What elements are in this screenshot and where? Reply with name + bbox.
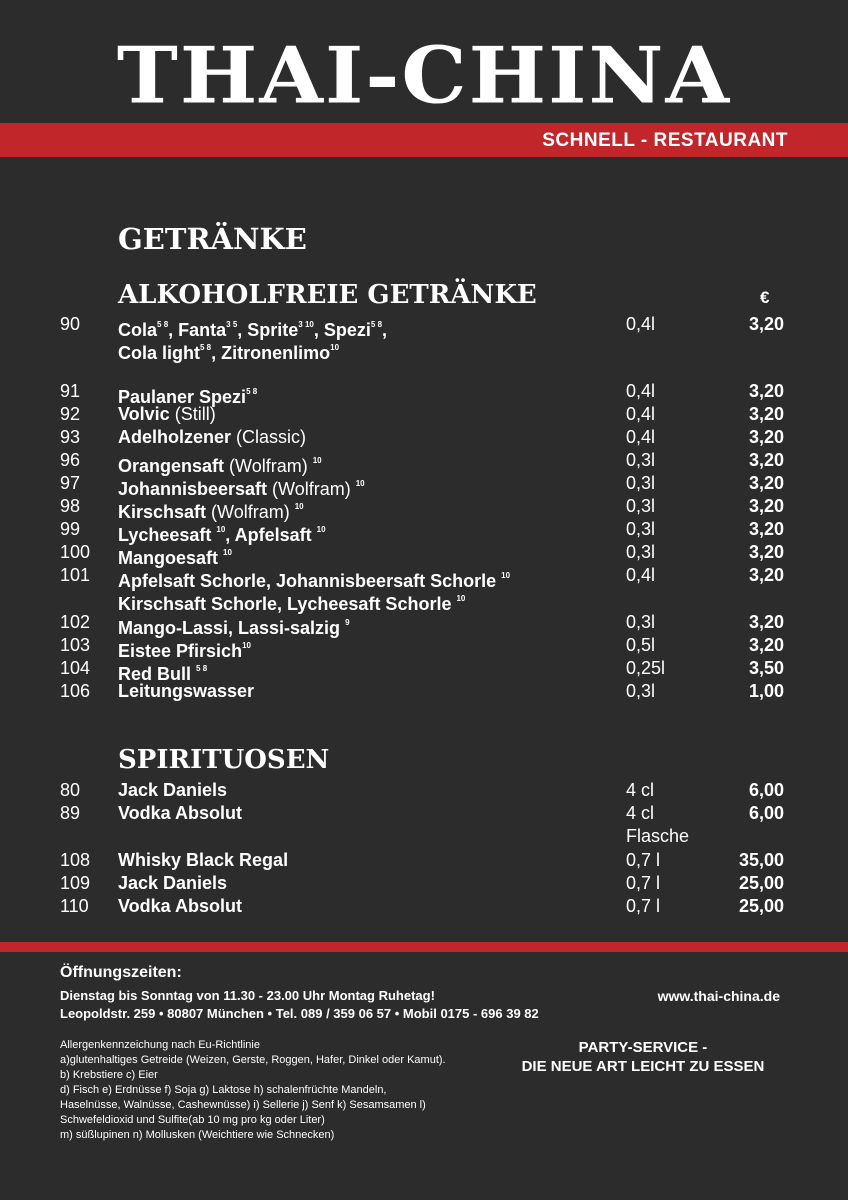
item-number: 103 bbox=[60, 635, 91, 655]
item-volume: 0,3l bbox=[626, 519, 656, 539]
party-service-slogan: DIE NEUE ART LEICHT ZU ESSEN bbox=[521, 1058, 765, 1075]
item-number: 92 bbox=[60, 404, 81, 424]
item-name: Kirschsaft Schorle, Lycheesaft Schorle $^{10}$ bbox=[118, 594, 466, 614]
item-number: 80 bbox=[60, 780, 81, 800]
allergen-line: d) Fisch e) Erdnüsse f) Soja g) Laktose h) schalenfrüchte Mandeln, Haselnüsse, Walnüsse, Cashewnüsse) i) Sellerie j) Senf k) Sesamsamen l) Schwefeldioxid und Sulfite(ab 10 mg pro kg oder Liter) bbox=[60, 1084, 426, 1126]
item-name: Johannisbeersaft (Wolfram) $^{10}$ bbox=[118, 479, 365, 499]
item-name: Jack Daniels bbox=[118, 780, 228, 800]
item-volume: 0,3l bbox=[626, 681, 656, 701]
restaurant-subtitle: SCHNELL - RESTAURANT bbox=[542, 130, 788, 151]
allergen-line: m) süßlupinen n) Mollusken (Weichtiere wie Schnecken) bbox=[60, 1129, 335, 1141]
party-service-line: PARTY-SERVICE - bbox=[578, 1039, 708, 1056]
item-number: 99 bbox=[60, 519, 81, 539]
item-price: 3,20 bbox=[748, 450, 784, 470]
section-title-alkoholfrei: ALKOHOLFREIE GETRÄNKE bbox=[118, 280, 537, 310]
allergen-info bbox=[60, 1038, 450, 1143]
item-name: Lycheesaft $^{10}$, Apfelsaft $^{10}$ bbox=[118, 525, 326, 545]
item-name: Jack Daniels bbox=[118, 873, 228, 893]
item-price: 1,00 bbox=[748, 681, 784, 701]
item-number: 104 bbox=[60, 658, 91, 678]
item-name: Whisky Black Regal bbox=[118, 850, 289, 870]
allergen-line: a)glutenhaltiges Getreide (Weizen, Gerste, Roggen, Hafer, Dinkel oder Kamut). b) Krebstiere c) Eier bbox=[60, 1054, 446, 1081]
menu-item-continuation bbox=[0, 336, 848, 363]
menu-item-continuation bbox=[0, 587, 848, 614]
menu-item bbox=[0, 495, 848, 522]
restaurant-logo: THAI-CHINA bbox=[116, 30, 732, 122]
item-volume: 0,4l bbox=[626, 427, 656, 447]
currency-label: € bbox=[760, 288, 770, 307]
bottle-label-row bbox=[0, 825, 848, 848]
item-price: 25,00 bbox=[738, 896, 784, 916]
website-link[interactable]: www.thai-china.de bbox=[657, 988, 780, 1004]
item-name: Leitungswasser bbox=[118, 681, 255, 701]
menu-item bbox=[0, 895, 848, 918]
item-price: 3,20 bbox=[748, 473, 784, 493]
menu-item bbox=[0, 849, 848, 872]
item-number: 109 bbox=[60, 873, 91, 893]
item-name: Mango-Lassi, Lassi-salzig $^9$ bbox=[118, 618, 350, 638]
item-price: 3,20 bbox=[748, 542, 784, 562]
item-price: 6,00 bbox=[748, 803, 784, 823]
item-number: 91 bbox=[60, 381, 81, 401]
item-volume: 4 cl bbox=[626, 780, 655, 800]
item-price: 3,50 bbox=[748, 658, 784, 678]
opening-hours: Dienstag bis Sonntag von 11.30 - 23.00 Uhr Montag Ruhetag! bbox=[60, 988, 435, 1003]
bottle-label: Flasche bbox=[626, 826, 690, 846]
item-price: 3,20 bbox=[748, 404, 784, 424]
item-price: 3,20 bbox=[748, 635, 784, 655]
menu-item bbox=[0, 779, 848, 802]
menu-item bbox=[0, 657, 848, 684]
item-price: 3,20 bbox=[748, 496, 784, 516]
item-number: 102 bbox=[60, 612, 91, 632]
item-name: Eistee Pfirsich$^{10}$ bbox=[118, 641, 251, 661]
item-number: 108 bbox=[60, 850, 91, 870]
menu-item bbox=[0, 472, 848, 499]
item-price: 3,20 bbox=[748, 612, 784, 632]
item-volume: 4 cl bbox=[626, 803, 655, 823]
menu-item bbox=[0, 380, 848, 407]
menu-item bbox=[0, 564, 848, 591]
item-name: Adelholzener (Classic) bbox=[118, 427, 307, 447]
menu-item bbox=[0, 872, 848, 895]
item-volume: 0,25l bbox=[626, 658, 666, 678]
item-name: Mangoesaft $^{10}$ bbox=[118, 548, 232, 568]
item-name: Vodka Absolut bbox=[118, 803, 243, 823]
menu-item bbox=[0, 313, 848, 340]
item-volume: 0,3l bbox=[626, 542, 656, 562]
item-volume: 0,4l bbox=[626, 565, 656, 585]
menu-item bbox=[0, 634, 848, 661]
item-price: 3,20 bbox=[748, 314, 784, 334]
menu-item bbox=[0, 611, 848, 638]
item-number: 90 bbox=[60, 314, 81, 334]
item-volume: 0,5l bbox=[626, 635, 656, 655]
item-number: 98 bbox=[60, 496, 81, 516]
contact-address: Leopoldstr. 259 • 80807 München • Tel. 089 / 359 06 57 • Mobil 0175 - 696 39 82 bbox=[60, 1006, 539, 1021]
menu-item bbox=[0, 426, 848, 449]
item-name: Apfelsaft Schorle, Johannisbeersaft Schorle $^{10}$ bbox=[118, 571, 511, 591]
item-volume: 0,3l bbox=[626, 450, 656, 470]
item-volume: 0,7 l bbox=[626, 850, 661, 870]
item-price: 3,20 bbox=[748, 381, 784, 401]
menu-item bbox=[0, 541, 848, 568]
item-price: 6,00 bbox=[748, 780, 784, 800]
item-number: 110 bbox=[60, 896, 89, 916]
menu-item bbox=[0, 518, 848, 545]
item-volume: 0,4l bbox=[626, 314, 656, 334]
item-number: 97 bbox=[60, 473, 81, 493]
allergen-line: Allergenkennzeichung nach Eu-Richtlinie bbox=[60, 1039, 260, 1051]
item-price: 3,20 bbox=[748, 427, 784, 447]
item-volume: 0,7 l bbox=[626, 896, 661, 916]
item-number: 101 bbox=[60, 565, 91, 585]
item-name: Cola$^{5 8}$, Fanta$^{3 5}$, Sprite$^{3 10}$, Spezi$^{5 8}$, bbox=[118, 320, 388, 340]
item-name: Vodka Absolut bbox=[118, 896, 243, 916]
party-service bbox=[488, 1038, 798, 1076]
item-price: 3,20 bbox=[748, 519, 784, 539]
item-name: Cola light$^{5 8}$, Zitronenlimo$^{10}$ bbox=[118, 343, 340, 363]
item-number: 100 bbox=[60, 542, 91, 562]
item-name: Paulaner Spezi$^{5 8}$ bbox=[118, 387, 258, 407]
section-title-spirituosen: SPIRITUOSEN bbox=[118, 745, 330, 775]
footer-red-bar bbox=[0, 942, 848, 952]
item-volume: 0,3l bbox=[626, 473, 656, 493]
item-number: 93 bbox=[60, 427, 81, 447]
item-volume: 0,3l bbox=[626, 612, 656, 632]
item-name: Orangensaft (Wolfram) $^{10}$ bbox=[118, 456, 322, 476]
item-number: 89 bbox=[60, 803, 81, 823]
menu-item bbox=[0, 403, 848, 426]
menu-title: GETRÄNKE bbox=[118, 222, 307, 256]
item-name: Red Bull $^{5 8}$ bbox=[118, 664, 208, 684]
item-number: 106 bbox=[60, 681, 91, 701]
opening-hours-title: Öffnungszeiten: bbox=[60, 964, 182, 981]
item-volume: 0,7 l bbox=[626, 873, 661, 893]
item-volume: 0,4l bbox=[626, 404, 656, 424]
menu-item bbox=[0, 802, 848, 825]
item-volume: 0,4l bbox=[626, 381, 656, 401]
item-name: Volvic (Still) bbox=[118, 404, 216, 424]
item-price: 3,20 bbox=[748, 565, 784, 585]
item-price: 25,00 bbox=[738, 873, 784, 893]
item-name: Kirschsaft (Wolfram) $^{10}$ bbox=[118, 502, 304, 522]
item-volume: 0,3l bbox=[626, 496, 656, 516]
menu-item bbox=[0, 680, 848, 703]
item-price: 35,00 bbox=[738, 850, 784, 870]
item-number: 96 bbox=[60, 450, 81, 470]
menu-item bbox=[0, 449, 848, 476]
